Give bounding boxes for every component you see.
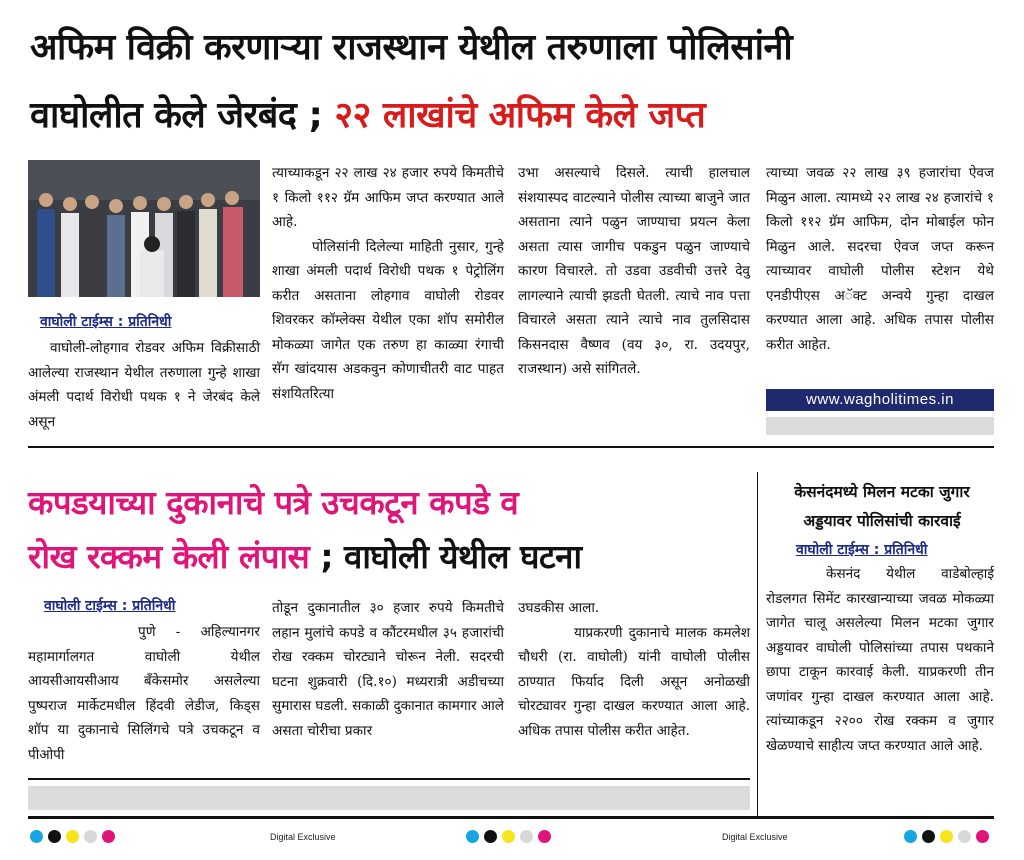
story1-headline-line2 (30, 95, 706, 136)
divider-story2-bottom (28, 778, 750, 780)
story1-column-4: त्याच्या जवळ २२ लाख ३९ हजारांचा ऐवज मिळुन आला. त्यामध्ये २२ लाख २४ हजारांचे १ किलो ११२ ग्रॅम आफिम, दोन मोबाईल फोन मिळुन आले. सदरचा ऐवज जप्त करून त्याच्यावर वाघोली पोलीस स्टेशन येथे एनडीपीएस अॅक्ट अन्वये गुन्हा दाखल करण्यात आला आहे. अधिक तपास पोलीस करीत आहेत. (766, 165, 994, 353)
story2-column-3-para-b: याप्रकरणी दुकानाचे मालक कमलेश चौधरी (रा. वाघोली) यांनी वाघोली पोलीस ठाण्यात फिर्याद दिली असून अनोळखी चोरट्यावर गुन्हा दाखल करण्यात आला आहे. अधिक तपास पोलीस करीत आहेत. (518, 624, 750, 739)
story1-column-2-para-b: पोलिसांनी दिलेल्या माहिती नुसार, गुन्हे शाखा अंमली पदार्थ विरोधी पथक १ पेट्रोलिंग करीत असताना लोहगाव वाघोली रोडवर शिवरकर कॉम्लेक्स येथील एका शॉप समोरील मोकळ्या जागेत एक तरुण हा काळ्या रंगाची सॅग खांदयास अडकवुन कोणाचीतरी वाट पाहत संशयितरित्या (272, 238, 504, 402)
story1-column-2 (272, 161, 504, 406)
footer-label-center: Digital Exclusive (270, 832, 336, 842)
registration-dots-right (904, 828, 994, 847)
story2-headline-line1: कपडयाच्या दुकानाचे पत्रे उचकटून कपडे व (28, 483, 519, 522)
black-dot (48, 830, 61, 843)
story2-column-1: पुणे - अहिल्यानगर महामार्गालगत वाघोली येथील आयसीआयसीआय बँकेसमोर असलेल्या पुष्पराज मार्केटमधील हिंदवी लेडीज, किड्स शॉप या दुकानाचे सिलिंगचे पत्रे उचकटून व पीओपी (28, 624, 260, 763)
gray-dot (520, 830, 533, 843)
story1-headline-line1: अफिम विक्री करणाऱ्या राजस्थान येथील तरुणाला पोलिसांनी (30, 27, 793, 68)
magenta-dot (102, 830, 115, 843)
story2-byline: वाघोली टाईम्स : प्रतिनिधी (44, 598, 176, 614)
story3-byline: वाघोली टाईम्स : प्रतिनिधी (796, 542, 928, 558)
black-dot (484, 830, 497, 843)
divider-footer (28, 816, 994, 819)
story1-column-1: वाघोली-लोहगाव रोडवर अफिम विक्रीसाठी आलेल्या राजस्थान येथील तरुणाला गुन्हे शाखा अंमली पदार्थ विरोधी पथक १ ने जेरबंद केले असून (28, 340, 260, 430)
story1-column-2-para-a: त्याच्याकडून २२ लाख २४ हजार रुपये किमतीचे १ किलो ११२ ग्रॅम आफिम जप्त करण्यात आले आहे. (272, 165, 504, 230)
black-dot (922, 830, 935, 843)
story2-headline-pink: रोख रक्कम केली लंपास (28, 537, 310, 576)
story1-byline: वाघोली टाईम्स : प्रतिनिधी (40, 314, 172, 330)
footer-label-right: Digital Exclusive (722, 832, 788, 842)
cyan-dot (466, 830, 479, 843)
gray-bar-story2 (28, 786, 750, 810)
photo-illustration (28, 160, 260, 297)
divider-vertical (757, 472, 758, 818)
story2-column-3-para-a: उघडकीस आला. (518, 600, 600, 616)
story2-column-3 (518, 596, 750, 743)
magenta-dot (538, 830, 551, 843)
story2-headline-line2 (28, 537, 582, 576)
yellow-dot (66, 830, 79, 843)
website-banner (766, 389, 994, 411)
gray-bar-story1 (766, 417, 994, 435)
story3-headline-line1: केसनंदमध्ये मिलन मटका जुगार (794, 483, 970, 501)
magenta-dot (976, 830, 989, 843)
story3-headline-line2: अड्डयावर पोलिसांची कारवाई (803, 512, 961, 530)
registration-dots-left (30, 828, 120, 847)
news-photo-police-team (28, 160, 260, 297)
yellow-dot (502, 830, 515, 843)
story2-column-2: तोडून दुकानातील ३० हजार रुपये किमतीचे लहान मुलांचे कपडे व कौंटरमधील ३५ हजारांची रोख रक्कम चोरट्याने चोरून नेली. सदरची घटना शुक्रवारी (दि.१०) मध्यरात्री अडीचच्या सुमारास घडली. सकाळी दुकानात कामगार आले असता चोरीचा प्रकार (272, 600, 505, 739)
yellow-dot (940, 830, 953, 843)
registration-dots-center (466, 828, 556, 847)
story2-headline-black: ; वाघोली येथील घटना (320, 537, 582, 576)
divider-horizontal-mid (28, 446, 994, 448)
story1-headline-black: वाघोलीत केले जेरबंद ; (30, 95, 323, 136)
story3-headline (764, 478, 1000, 536)
gray-dot (958, 830, 971, 843)
cyan-dot (30, 830, 43, 843)
story3-body: केसनंद येथील वाडेबोल्हाई रोडलगत सिमेंट कारखान्याच्या जवळ मोकळ्या जागेत चालू असलेल्या मिलन मटका जुगार अड्डयावर वाघोली पोलिसांच्या तपास पथकाने छापा टाकून कारवाई केली. याप्रकरणी तीन जणांवर गुन्हा दाखल करण्यात आला आहे. त्यांच्याकडून २२०० रोख रक्कम व जुगार खेळण्याचे साहीत्य जप्त करण्यात आले आहे. (766, 566, 994, 754)
cyan-dot (904, 830, 917, 843)
gray-dot (84, 830, 97, 843)
story1-headline-red: २२ लाखांचे अफिम केले जप्त (334, 95, 706, 136)
website-url: www.wagholitimes.in (806, 391, 954, 408)
story1-column-3: उभा असल्याचे दिसले. त्याची हालचाल संशयास्पद वाटल्याने पोलीस त्याच्या बाजुने जात असताना त्याने पळुन जाण्याचा प्रयत्न केला असता त्यास जागीच पकडुन पळुन जाण्याचे कारण विचारले. तो उडवा उडवीची उत्तरे देवु लागल्याने त्याची झडती घेतली. त्याचे नाव पत्ता विचारले असता त्याने त्याचे नाव तुलसिदास किसनदास वैष्णव (वय ३०, रा. उदयपुर, राजस्थान) असे सांगितले. (518, 165, 750, 377)
